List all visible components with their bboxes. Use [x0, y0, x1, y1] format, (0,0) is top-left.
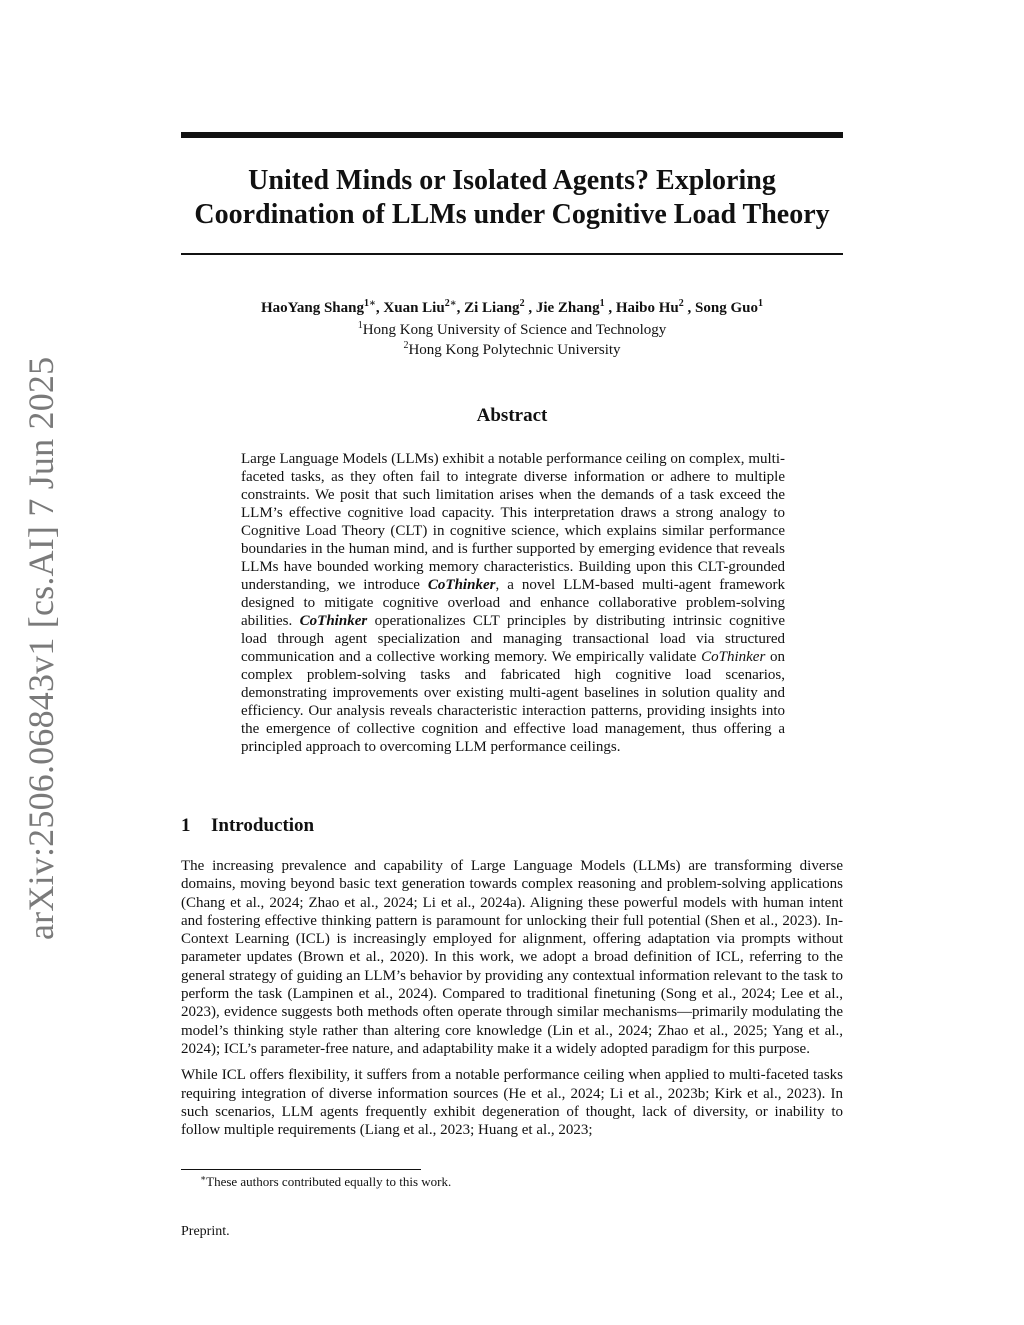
- title-rule-bottom: [181, 253, 843, 255]
- section-title: Introduction: [211, 815, 315, 836]
- author-affiliation-mark: 2∗: [444, 298, 457, 309]
- introduction-body: [181, 857, 843, 1147]
- title-rule-top: [181, 132, 843, 138]
- paper-title: [181, 164, 843, 232]
- framework-name: CoThinker: [427, 577, 496, 593]
- author-name: Song Guo: [695, 300, 758, 316]
- footnote-rule: [181, 1169, 421, 1170]
- author-affiliation-mark: 2: [678, 298, 684, 309]
- author-list: HaoYang Shang$^{1∗}$, Xuan Liu$^{2∗}$, Zi Liang$^2$ , Jie Zhang$^1$ , Haibo Hu$^2$ , Song Guo$^1$: [261, 298, 763, 316]
- abstract-text-part: Large Language Models (LLMs) exhibit a notable performance ceiling on complex, multi-faceted tasks, as they often fail to integrate diverse information or adhere to multiple constraints. We posit that such limitation arises when the demands of a task exceed the LLM’s effective cognitive load capacity. This interpretation draws a strong analogy to Cognitive Load Theory (CLT) in cognitive science, which explains similar performance boundaries in the human mind, and is further supported by emerging evidence that reveals LLMs have bounded working memory characteristics. Building upon this CLT-grounded understanding, we introduce: [241, 451, 785, 593]
- author-affiliation-mark: 1∗: [363, 298, 376, 309]
- paragraph: The increasing prevalence and capability of Large Language Models (LLMs) are transforming diverse domains, moving beyond basic text generation towards complex reasoning and problem-solving applications (Chang et al., 2024; Zhao et al., 2024; Li et al., 2024a). Aligning these powerful models with human intent and fostering effective thinking pattern is paramount for unlocking their full potential (Shen et al., 2023). In-Context Learning (ICL) is increasingly employed for alignment, offering adaptation via prompts without parameter updates (Brown et al., 2020). In this work, we adopt a broad definition of ICL, referring to the general strategy of guiding an LLM’s behavior by providing any contextual information relevant to the task to perform the task (Lampinen et al., 2024). Compared to traditional finetuning (Song et al., 2024; Lee et al., 2023), evidence suggests both methods often operate through similar mechanisms—primarily modulating the model’s thinking style rather than altering core knowledge (Lin et al., 2024; Zhao et al., 2025; Yang et al., 2024); ICL’s parameter-free nature, and adaptability make it a widely adopted paradigm for this purpose.: [181, 858, 843, 1057]
- section-heading-introduction: [181, 815, 843, 837]
- affiliation-name: Hong Kong Polytechnic University: [408, 342, 621, 358]
- section-number: 1: [181, 815, 191, 836]
- author-affiliation-mark: 2: [519, 298, 525, 309]
- framework-name: CoThinker: [299, 613, 368, 629]
- author-name: HaoYang Shang: [261, 300, 364, 316]
- abstract-heading: Abstract: [476, 405, 548, 426]
- footnote-text: These authors contributed equally to this work.: [206, 1174, 452, 1189]
- affiliation-mark: 2: [403, 340, 409, 351]
- author-affiliation-mark: 1: [599, 298, 605, 309]
- author-affiliation-mark: 1: [757, 298, 763, 309]
- abstract-text: [241, 450, 785, 756]
- affiliation: [181, 340, 843, 360]
- title-line-2: Coordination of LLMs under Cognitive Load Theory: [194, 199, 830, 230]
- framework-name: CoThinker: [701, 649, 766, 665]
- footnote-mark: ∗: [200, 1173, 207, 1183]
- abstract-text-part: on complex problem-solving tasks and fabricated high cognitive load scenarios, demonstrating improvements over existing multi-agent baselines in solution quality and efficiency. Our analysis reveals characteristic interaction patterns, providing insights into the emergence of collective cognition and effective load management, thus offering a principled approach to overcoming LLM performance ceilings.: [241, 649, 785, 755]
- abstract-text-part: , a novel LLM-based multi-agent framework designed to mitigate cognitive overload and enhance collaborative problem-solving abilities.: [241, 577, 785, 629]
- author-name: Haibo Hu: [615, 300, 679, 316]
- footer-preprint: Preprint.: [181, 1224, 230, 1239]
- author-name: Jie Zhang: [535, 300, 600, 316]
- arxiv-identifier[interactable]: arXiv:2506.06843v1 [cs.AI] 7 Jun 2025: [21, 356, 61, 940]
- affiliation-name: Hong Kong University of Science and Technology: [362, 322, 667, 338]
- affiliation: [181, 320, 843, 340]
- paragraph: While ICL offers flexibility, it suffers from a notable performance ceiling when applied to multi-faceted tasks requiring integration of diverse information sources (He et al., 2024; Li et al., 2023b; Kirk et al., 2023). In such scenarios, LLM agents frequently exhibit degeneration of thought, lack of diversity, or inability to follow multiple requirements (Liang et al., 2023; Huang et al., 2023;: [181, 1067, 843, 1139]
- affiliation-list: [181, 320, 843, 360]
- title-line-1: United Minds or Isolated Agents? Exploring: [248, 165, 776, 196]
- author-name: Zi Liang: [464, 300, 520, 316]
- footnote: [200, 1174, 840, 1190]
- affiliation-mark: 1: [357, 320, 363, 331]
- author-name: Xuan Liu: [383, 300, 445, 316]
- abstract-text-part: operationalizes CLT principles by distributing intrinsic cognitive load through agent specialization and managing transactional load via structured communication and a collective working memory. We empirically validate: [241, 613, 785, 665]
